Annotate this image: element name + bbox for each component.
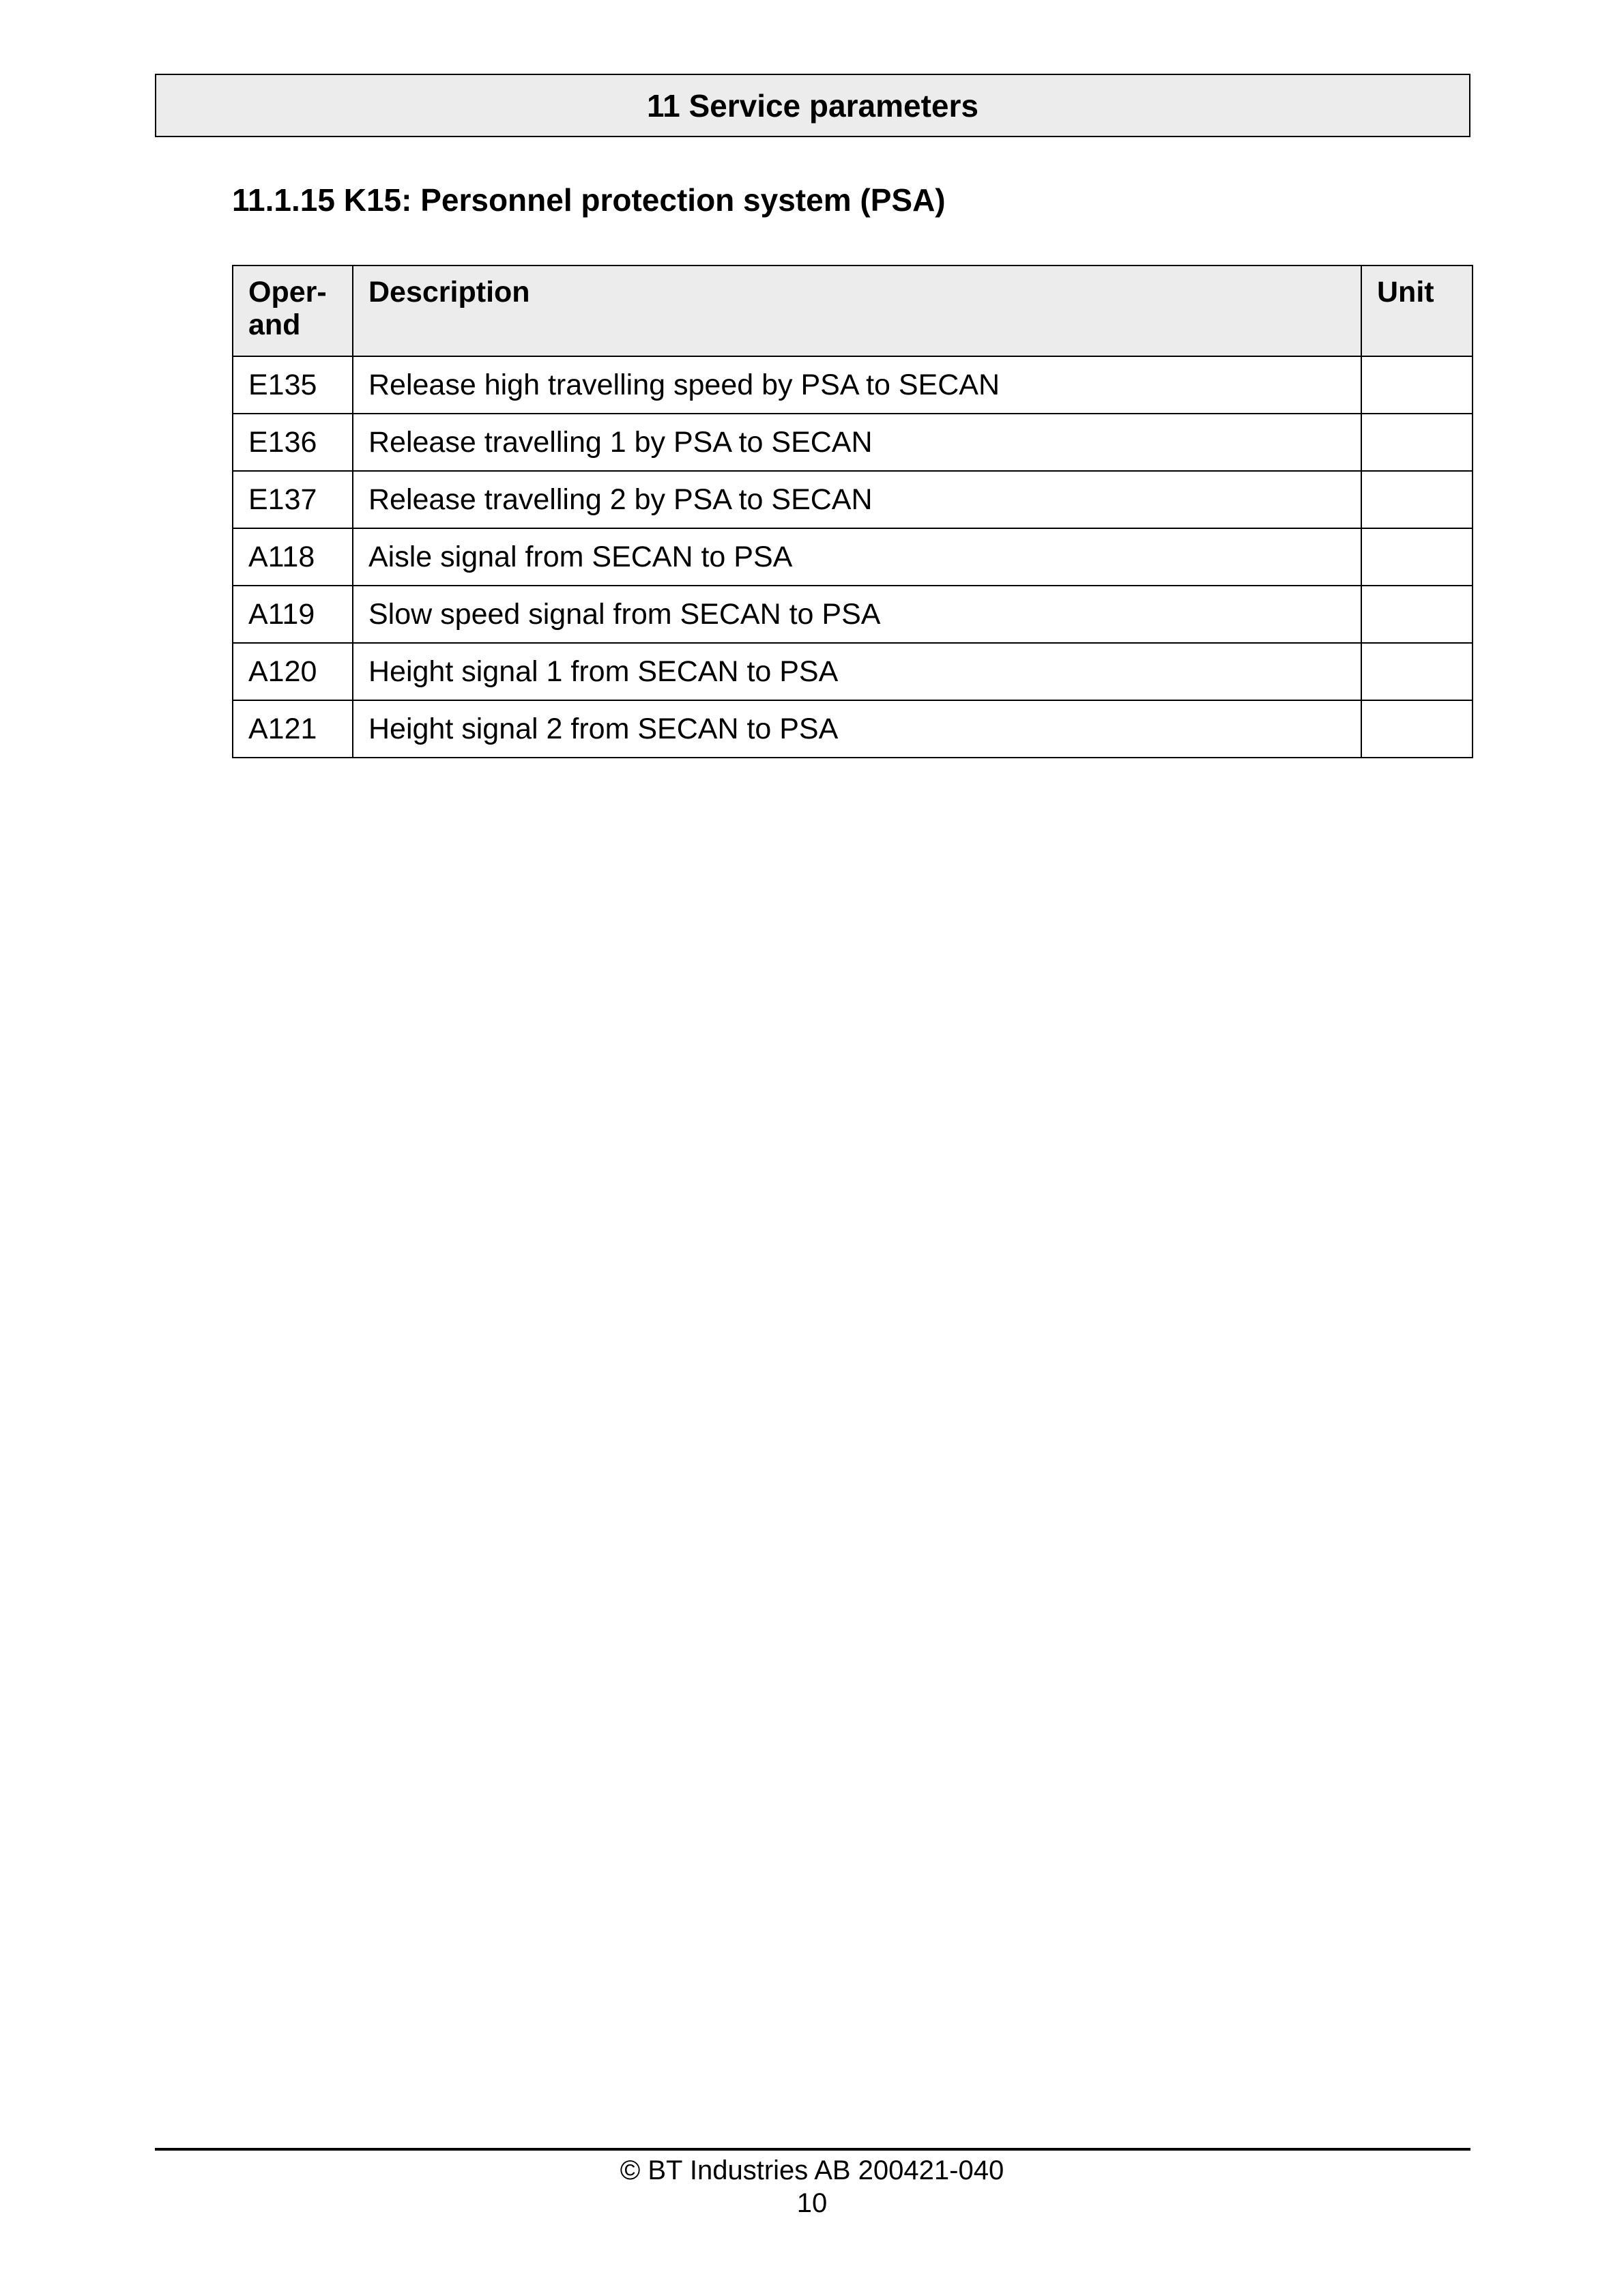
unit-cell bbox=[1361, 700, 1473, 758]
unit-cell bbox=[1361, 586, 1473, 643]
description-cell: Release travelling 1 by PSA to SECAN bbox=[353, 414, 1361, 471]
footer-page-number: 10 bbox=[796, 2188, 828, 2218]
unit-cell bbox=[1361, 471, 1473, 528]
table-row bbox=[233, 700, 1473, 758]
description-cell: Release travelling 2 by PSA to SECAN bbox=[353, 471, 1361, 528]
table-row bbox=[233, 414, 1473, 471]
footer-divider bbox=[155, 2148, 1470, 2151]
header-unit: Unit bbox=[1361, 266, 1473, 356]
table-header-row bbox=[233, 266, 1473, 356]
unit-cell bbox=[1361, 356, 1473, 414]
service-parameters-table bbox=[232, 265, 1473, 758]
unit-cell bbox=[1361, 528, 1473, 586]
header-description: Description bbox=[353, 266, 1361, 356]
table-row bbox=[233, 643, 1473, 700]
section-title: 11.1.15 K15: Personnel protection system (PSA) bbox=[232, 182, 946, 218]
description-cell: Slow speed signal from SECAN to PSA bbox=[353, 586, 1361, 643]
description-cell: Height signal 1 from SECAN to PSA bbox=[353, 643, 1361, 700]
description-cell: Aisle signal from SECAN to PSA bbox=[353, 528, 1361, 586]
unit-cell bbox=[1361, 643, 1473, 700]
operand-cell: E137 bbox=[233, 471, 353, 528]
table-row bbox=[233, 528, 1473, 586]
operand-cell: A119 bbox=[233, 586, 353, 643]
footer-copyright: © BT Industries AB 200421-040 bbox=[620, 2155, 1004, 2185]
unit-cell bbox=[1361, 414, 1473, 471]
table-row bbox=[233, 471, 1473, 528]
table-row bbox=[233, 356, 1473, 414]
chapter-title: 11 Service parameters bbox=[647, 87, 978, 124]
operand-cell: A121 bbox=[233, 700, 353, 758]
description-cell: Release high travelling speed by PSA to SECAN bbox=[353, 356, 1361, 414]
operand-cell: E135 bbox=[233, 356, 353, 414]
operand-cell: A120 bbox=[233, 643, 353, 700]
table-row bbox=[233, 586, 1473, 643]
page-footer bbox=[0, 2154, 1624, 2220]
chapter-header bbox=[155, 74, 1470, 137]
header-operand: Oper- and bbox=[233, 266, 353, 356]
operand-cell: A118 bbox=[233, 528, 353, 586]
operand-cell: E136 bbox=[233, 414, 353, 471]
description-cell: Height signal 2 from SECAN to PSA bbox=[353, 700, 1361, 758]
